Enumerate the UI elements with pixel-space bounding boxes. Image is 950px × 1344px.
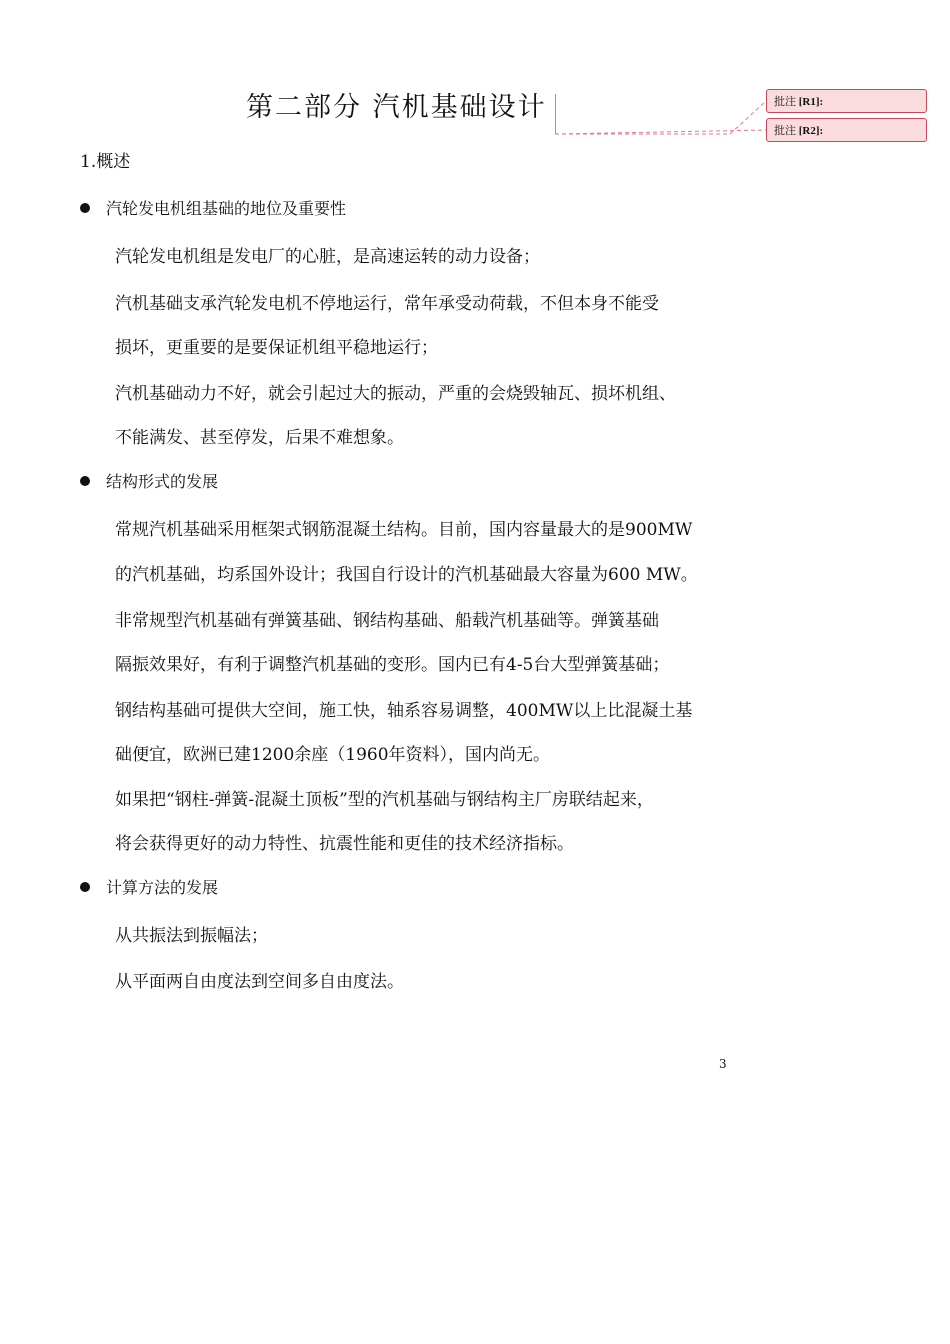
paragraph-line: 不能满发、甚至停发，后果不难想象。 bbox=[115, 428, 404, 448]
paragraph-line: 汽机基础支承汽轮发电机不停地运行，常年承受动荷载，不但本身不能受 bbox=[115, 294, 659, 314]
paragraph-line: 非常规型汽机基础有弹簧基础、钢结构基础、船载汽机基础等。弹簧基础 bbox=[115, 611, 659, 631]
paragraph-line: 础便宜，欧洲已建1200余座（1960年资料），国内尚无。 bbox=[115, 745, 551, 765]
paragraph-line: 如果把“钢柱-弹簧-混凝土顶板”型的汽机基础与钢结构主厂房联结起来， bbox=[115, 790, 654, 810]
paragraph-line: 的汽机基础，均系国外设计；我国自行设计的汽机基础最大容量为600 MW。 bbox=[115, 565, 698, 585]
bullet-heading-text: 汽轮发电机组基础的地位及重要性 bbox=[106, 199, 347, 218]
bullet-heading-2 bbox=[80, 470, 218, 494]
bullet-dot-icon bbox=[80, 203, 90, 213]
paragraph-line: 从共振法到振幅法； bbox=[115, 926, 268, 946]
comment-prefix: 批注 bbox=[774, 125, 799, 137]
paragraph-line: 常规汽机基础采用框架式钢筋混凝土结构。目前，国内容量最大的是900MW bbox=[115, 520, 693, 540]
paragraph-line: 汽轮发电机组是发电厂的心脏，是高速运转的动力设备； bbox=[115, 247, 540, 267]
bullet-dot-icon bbox=[80, 476, 90, 486]
bullet-heading-1 bbox=[80, 197, 346, 221]
comment-ref: [R1]: bbox=[798, 96, 824, 108]
paragraph-line: 钢结构基础可提供大空间，施工快，轴系容易调整，400MW以上比混凝土基 bbox=[115, 701, 693, 721]
comment-prefix: 批注 bbox=[774, 96, 799, 108]
paragraph-line: 隔振效果好，有利于调整汽机基础的变形。国内已有4-5台大型弹簧基础； bbox=[115, 655, 670, 675]
bullet-heading-text: 计算方法的发展 bbox=[106, 878, 219, 897]
bullet-heading-text: 结构形式的发展 bbox=[106, 472, 219, 491]
page-title: 第二部分 汽机基础设计 bbox=[246, 92, 547, 123]
comment-ref: [R2]: bbox=[798, 125, 824, 137]
paragraph-line: 损坏，更重要的是要保证机组平稳地运行； bbox=[115, 338, 438, 358]
paragraph-line: 从平面两自由度法到空间多自由度法。 bbox=[115, 972, 404, 992]
page-number: 3 bbox=[719, 1057, 727, 1071]
paragraph-line: 汽机基础动力不好，就会引起过大的振动，严重的会烧毁轴瓦、损坏机组、 bbox=[115, 384, 676, 404]
section-heading: 1.概述 bbox=[80, 152, 131, 172]
comment-balloon-r2[interactable] bbox=[766, 118, 927, 142]
comment-balloon-r1[interactable] bbox=[766, 89, 927, 113]
bullet-dot-icon bbox=[80, 882, 90, 892]
bullet-heading-3 bbox=[80, 876, 218, 900]
paragraph-line: 将会获得更好的动力特性、抗震性能和更佳的技术经济指标。 bbox=[115, 834, 574, 854]
